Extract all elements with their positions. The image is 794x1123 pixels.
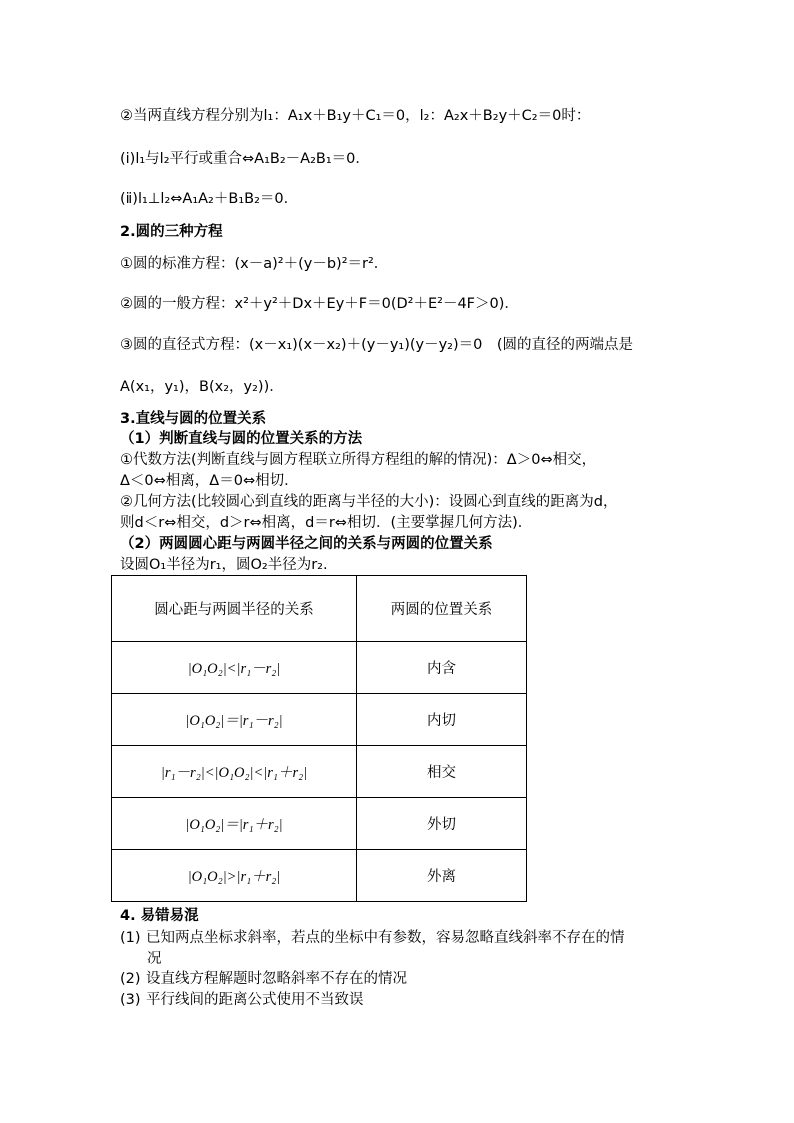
table-row (112, 746, 527, 798)
table-row (112, 642, 527, 694)
list-item-number: (1) (120, 930, 141, 946)
list-item (120, 969, 407, 989)
subheading-two-circles: （2）两圆圆心距与两圆半径之间的关系与两圆的位置关系 (120, 536, 493, 552)
table-cell-relation: 内含 (357, 642, 527, 694)
circle-relation-table (111, 575, 527, 902)
table-header-row (112, 576, 527, 642)
list-item-text: 平行线间的距离公式使用不当致误 (146, 992, 364, 1008)
list-item (120, 990, 364, 1010)
list-item-continuation: 况 (147, 951, 162, 967)
line-parallel-condition: (ⅰ)l₁与l₂平行或重合⇔A₁B₂－A₂B₁＝0． (120, 151, 370, 167)
line-parallel-condition-intro: ②当两直线方程分别为l₁：A₁x＋B₁y＋C₁＝0，l₂：A₂x＋B₂y＋C₂＝0时： (120, 108, 591, 124)
list-item (120, 928, 625, 948)
table-row (112, 694, 527, 746)
table-cell-condition: |O₁O₂|＝|r₁＋r₂| (112, 798, 357, 850)
list-item-number: (3) (120, 992, 141, 1008)
table-row (112, 798, 527, 850)
table-cell-condition: |O₁O₂|>|r₁＋r₂| (112, 850, 357, 902)
line-general-equation: ②圆的一般方程：x²＋y²＋Dx＋Ey＋F＝0(D²＋E²－4F＞0)． (120, 296, 519, 312)
table-cell-condition: |O₁O₂|<|r₁－r₂| (112, 642, 357, 694)
table-row (112, 850, 527, 902)
table-cell-relation: 内切 (357, 694, 527, 746)
line-geometric-method: ②几何方法(比较圆心到直线的距离与半径的大小)：设圆心到直线的距离为d， (120, 494, 618, 510)
list-item-text: 已知两点坐标求斜率，若点的坐标中有参数，容易忽略直线斜率不存在的情 (146, 930, 625, 946)
table-cell-relation: 外切 (357, 798, 527, 850)
line-radius-definition: 设圆O₁半径为r₁，圆O₂半径为r₂. (120, 557, 328, 573)
line-algebraic-method-cont: Δ＜0⇔相离，Δ＝0⇔相切． (120, 473, 299, 489)
list-item-text: 设直线方程解题时忽略斜率不存在的情况 (146, 971, 407, 987)
line-geometric-method-cont: 则d＜r⇔相交，d＞r⇔相离，d＝r⇔相切．(主要掌握几何方法)． (120, 515, 533, 531)
table-cell-condition: |O₁O₂|＝|r₁－r₂| (112, 694, 357, 746)
list-item-number: (2) (120, 971, 141, 987)
table-cell-condition: |r₁－r₂|<|O₁O₂|<|r₁＋r₂| (112, 746, 357, 798)
subheading-judging-method: （1）判断直线与圆的位置关系的方法 (120, 431, 363, 447)
table-header-cell: 圆心距与两圆半径的关系 (112, 576, 357, 642)
line-perpendicular-condition: (ⅱ)l₁⊥l₂⇔A₁A₂＋B₁B₂＝0． (120, 191, 299, 207)
heading-circle-equations: 2.圆的三种方程 (120, 224, 223, 240)
heading-common-mistakes: 4. 易错易混 (120, 908, 199, 924)
table-cell-relation: 外离 (357, 850, 527, 902)
table-cell-relation: 相交 (357, 746, 527, 798)
line-standard-equation: ①圆的标准方程：(x－a)²＋(y－b)²＝r²． (120, 256, 389, 272)
line-diameter-equation: ③圆的直径式方程：(x－x₁)(x－x₂)＋(y－y₁)(y－y₂)＝0 (圆的直径的两端点是 (120, 337, 634, 353)
line-diameter-endpoints: A(x₁，y₁)，B(x₂，y₂))． (120, 379, 284, 395)
table-header-cell: 两圆的位置关系 (357, 576, 527, 642)
heading-line-circle-relation: 3.直线与圆的位置关系 (120, 411, 267, 427)
line-algebraic-method: ①代数方法(判断直线与圆方程联立所得方程组的解的情况)：Δ＞0⇔相交， (120, 452, 597, 468)
